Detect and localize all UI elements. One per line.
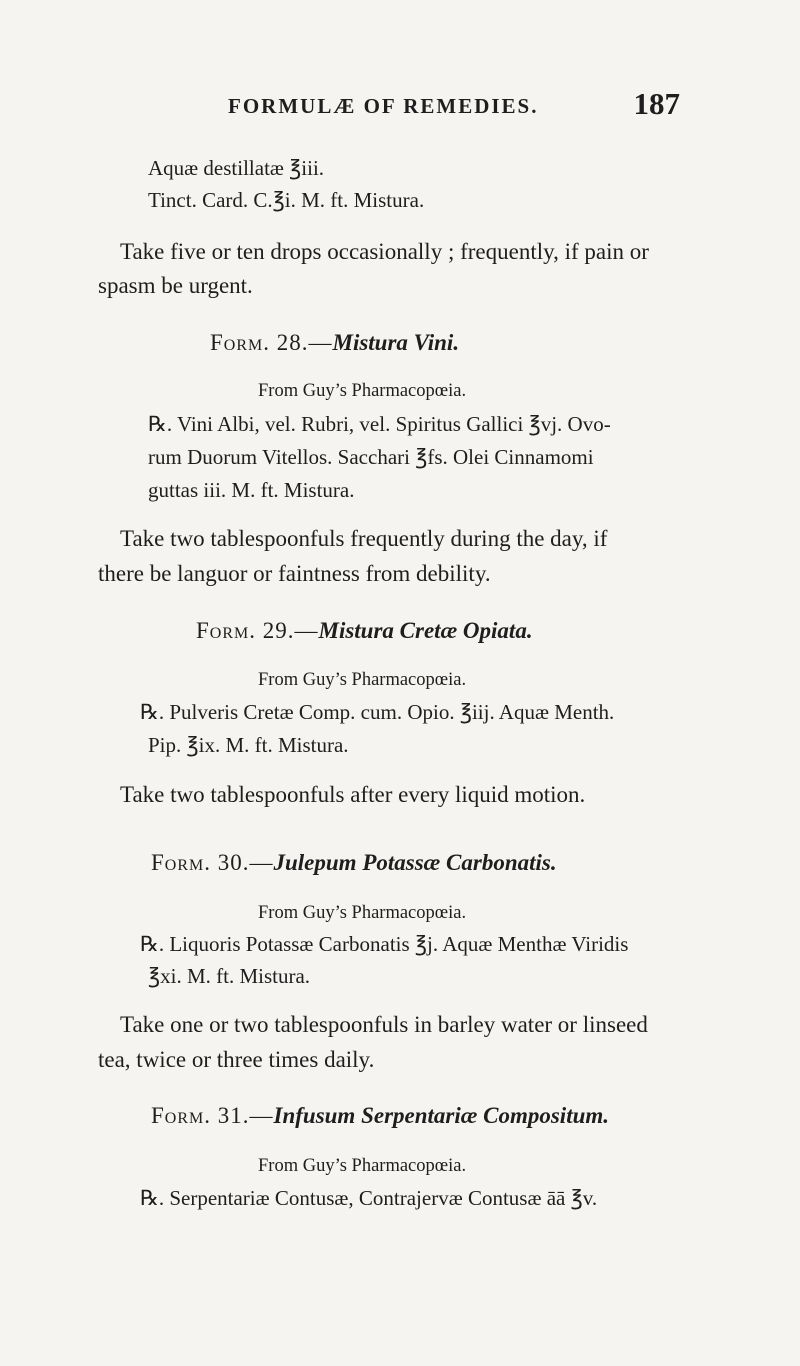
- directions-line: spasm be urgent.: [98, 273, 253, 298]
- formula-number: Form. 29.—: [196, 618, 319, 643]
- running-head: FORMULÆ OF REMEDIES.: [228, 94, 539, 118]
- formula-number: Form. 28.—: [210, 330, 333, 355]
- rx-line: ℞. Vini Albi, vel. Rubri, vel. Spiritus Gallici ℥vj. Ovo-: [148, 412, 611, 436]
- formula-source: From Guy’s Pharmacopœia.: [258, 670, 467, 690]
- rx-line: Tinct. Card. C.℥i. M. ft. Mistura.: [148, 188, 425, 212]
- formula-source: From Guy’s Pharmacopœia.: [258, 381, 467, 401]
- formula-heading: [151, 1103, 609, 1129]
- formula-title: Infusum Serpentariæ Compositum.: [273, 1103, 610, 1128]
- formula-title: Mistura Vini.: [332, 330, 460, 355]
- directions-line: Take five or ten drops occasionally ; frequently, if pain or: [120, 239, 649, 264]
- page-header: [0, 88, 800, 128]
- directions-line: tea, twice or three times daily.: [98, 1047, 375, 1072]
- formula-title: Julepum Potassæ Carbonatis.: [273, 850, 557, 875]
- rx-line: guttas iii. M. ft. Mistura.: [148, 478, 355, 502]
- directions-line: there be languor or faintness from debility.: [98, 561, 491, 586]
- formula-source: From Guy’s Pharmacopœia.: [258, 903, 467, 923]
- rx-line: ℞. Pulveris Cretæ Comp. cum. Opio. ℥iij. Aquæ Menth.: [140, 700, 615, 724]
- formula-title: Mistura Cretæ Opiata.: [318, 618, 533, 643]
- rx-line: ℞. Serpentariæ Contusæ, Contrajervæ Contusæ āā ℥v.: [140, 1186, 598, 1210]
- rx-line: ℥xi. M. ft. Mistura.: [148, 964, 311, 988]
- formula-source: From Guy’s Pharmacopœia.: [258, 1156, 467, 1176]
- formula-number: Form. 31.—: [151, 1103, 274, 1128]
- formula-heading: [210, 330, 459, 356]
- formula-heading: [151, 850, 557, 876]
- directions-line: Take two tablespoonfuls frequently during the day, if: [120, 526, 608, 551]
- rx-line: Aquæ destillatæ ℥iii.: [148, 156, 325, 180]
- directions-line: Take one or two tablespoonfuls in barley water or linseed: [120, 1012, 648, 1037]
- page-number: 187: [633, 86, 680, 121]
- rx-line: rum Duorum Vitellos. Sacchari ℥fs. Olei Cinnamomi: [148, 445, 594, 469]
- rx-line: Pip. ℥ix. M. ft. Mistura.: [148, 733, 349, 757]
- formula-number: Form. 30.—: [151, 850, 274, 875]
- rx-line: ℞. Liquoris Potassæ Carbonatis ℥j. Aquæ Menthæ Viridis: [140, 932, 629, 956]
- formula-heading: [196, 618, 533, 644]
- directions-line: Take two tablespoonfuls after every liquid motion.: [120, 782, 586, 807]
